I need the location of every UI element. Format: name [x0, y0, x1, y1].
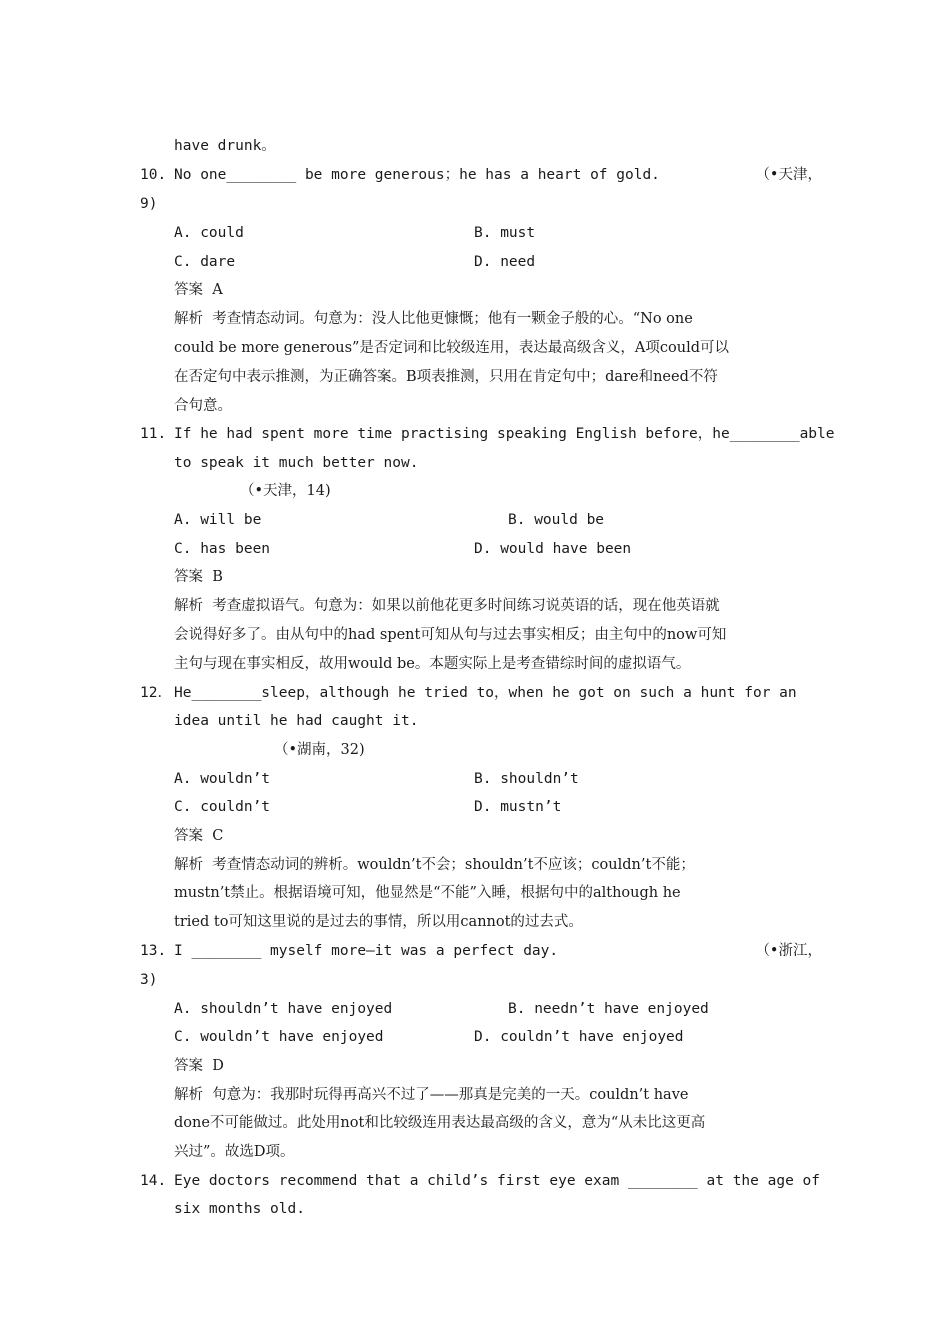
question-source: （•浙江， [755, 943, 822, 959]
question-text: idea until he had caught it. [174, 713, 419, 729]
explanation-line: 合句意。 [174, 398, 232, 414]
question-source-cont: 3) [140, 972, 158, 988]
question-text: to speak it much better now. [174, 455, 419, 471]
option-d: D. need [474, 254, 536, 270]
answer-line: 答案 B [174, 569, 223, 585]
option-c: C. dare [174, 254, 236, 270]
explanation-line: done不可能做过。此处用not和比较级连用表达最高级的含义，意为“从未比这更高 [174, 1115, 706, 1131]
question-source: （•湖南，32) [274, 742, 365, 758]
explanation-line: 主句与现在事实相反，故用would be。本题实际上是考查错综时间的虚拟语气。 [174, 656, 691, 672]
explanation-line: tried to可知这里说的是过去的事情，所以用cannot的过去式。 [174, 914, 583, 930]
answer-line: 答案 D [174, 1058, 224, 1074]
option-c: C. wouldn’t have enjoyed [174, 1029, 384, 1045]
explanation-line: 会说得好多了。由从句中的had spent可知从句与过去事实相反；由主句中的now可知 [174, 627, 727, 643]
explanation-line: could be more generous”是否定词和比较级连用，表达最高级含义，A项could可以 [174, 340, 730, 356]
question-number: 11. [140, 426, 167, 442]
answer-line: 答案 A [174, 282, 223, 298]
option-a: A. shouldn’t have enjoyed [174, 1001, 393, 1017]
option-d: D. couldn’t have enjoyed [474, 1029, 684, 1045]
question-text: He________sleep，although he tried to，when he got on such a hunt for an [174, 685, 797, 701]
question-source: （•天津，14) [240, 483, 331, 499]
question-text: No one________ be more generous；he has a heart of gold. [174, 167, 660, 183]
explanation-line: 解析 考查虚拟语气。句意为：如果以前他花更多时间练习说英语的话，现在他英语就 [174, 598, 720, 614]
question-number: 10. [140, 167, 167, 183]
explanation-line: mustn’t禁止。根据语境可知，他显然是“不能”入睡，根据句中的although he [174, 885, 681, 901]
question-text: I ________ myself more—it was a perfect day. [174, 943, 559, 959]
option-b: B. shouldn’t [474, 771, 579, 787]
question-text: If he had spent more time practising speaking English before，he________able [174, 426, 835, 442]
option-a: A. will be [174, 512, 262, 528]
question-number: 12． [140, 685, 172, 701]
option-a: A. wouldn’t [174, 771, 271, 787]
option-c: C. couldn’t [174, 799, 271, 815]
question-text: Eye doctors recommend that a child’s first eye exam ________ at the age of [174, 1173, 821, 1189]
option-d: D. mustn’t [474, 799, 562, 815]
option-b: B. needn’t have enjoyed [508, 1001, 709, 1017]
explanation-line: 解析 考查情态动词的辨析。wouldn’t不会；shouldn’t不应该；couldn’t不能； [174, 857, 695, 873]
question-source: （•天津， [755, 167, 822, 183]
option-a: A. could [174, 225, 244, 241]
question-text: six months old. [174, 1201, 305, 1217]
explanation-line: 解析 考查情态动词。句意为：没人比他更慷慨；他有一颗金子般的心。“No one [174, 311, 693, 327]
question-source-cont: 9) [140, 196, 158, 212]
option-d: D. would have been [474, 541, 632, 557]
answer-line: 答案 C [174, 828, 224, 844]
text-line: have drunk。 [174, 138, 276, 154]
question-number: 13. [140, 943, 167, 959]
option-b: B. would be [508, 512, 605, 528]
option-b: B. must [474, 225, 536, 241]
explanation-line: 兴过”。故选D项。 [174, 1144, 295, 1160]
question-number: 14. [140, 1173, 167, 1189]
explanation-line: 解析 句意为：我那时玩得再高兴不过了——那真是完美的一天。couldn’t have [174, 1087, 689, 1103]
explanation-line: 在否定句中表示推测，为正确答案。B项表推测，只用在肯定句中；dare和need不符 [174, 369, 718, 385]
option-c: C. has been [174, 541, 271, 557]
